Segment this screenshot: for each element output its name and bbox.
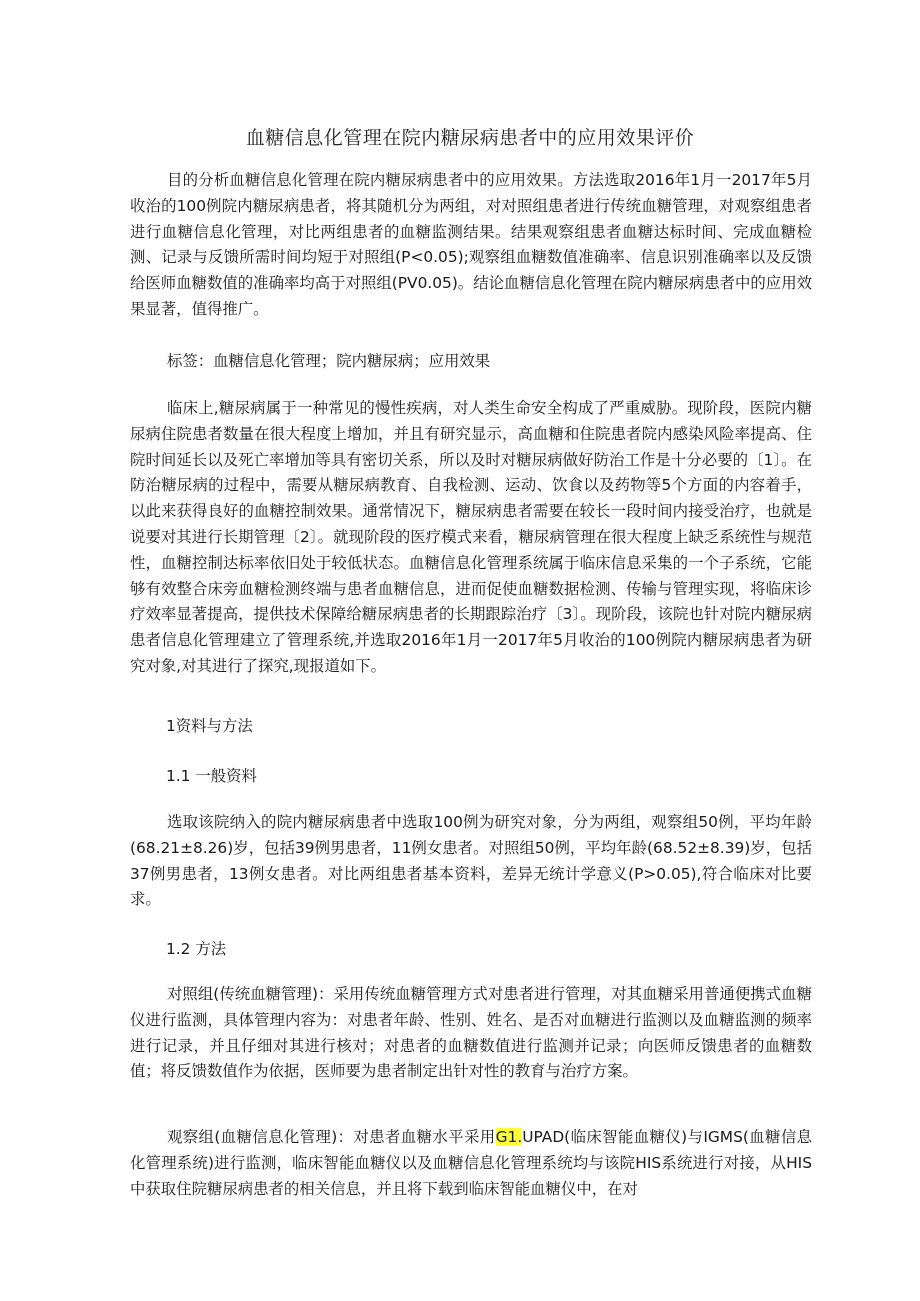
observation-text-end: UPAD(临床智能血糖仪)与IGMS(血糖信息化管理系统)进行监测，临床智能血糖仪以及血糖信息化管理系统均与该院HIS系统进行对接，从HIS中获取住院糖尿病患者的相关信息，并且将下载到临床智能血糖仪中，在对	[130, 1128, 813, 1198]
section-heading-1: 1资料与方法	[166, 717, 253, 735]
document-title: 血糖信息化管理在院内糖尿病患者中的应用效果评价	[245, 127, 695, 149]
general-info-paragraph: 选取该院纳入的院内糖尿病患者中选取100例为研究对象，分为两组，观察组50例，平均年龄(68.21±8.26)岁，包括39例男患者，11例女患者。对照组50例，平均年龄(68.52±8.39)岁，包括37例男患者，13例女患者。对比两组患者基本资料，差异无统计学意义(P>0.05),符合临床对比要求。	[130, 813, 812, 909]
intro-paragraph: 临床上,糖尿病属于一种常见的慢性疾病，对人类生命安全构成了严重威胁。现阶段，医院内糖尿病住院患者数量在很大程度上增加，并且有研究显示，高血糖和住院患者院内感染风险率提高、住院时间延长以及死亡率增加等具有密切关系，所以及时对糖尿病做好防治工作是十分必要的〔1〕。在防治糖尿病的过程中，需要从糖尿病教育、自我检测、运动、饮食以及药物等5个方面的内容着手，以此来获得良好的血糖控制效果。通常情况下，糖尿病患者需要在较长一段时间内接受治疗，也就是说要对其进行长期管理〔2〕。就现阶段的医疗模式来看，糖尿病管理在很大程度上缺乏系统性与规范性，血糖控制达标率依旧处于较低状态。血糖信息化管理系统属于临床信息采集的一个子系统，它能够有效整合床旁血糖检测终端与患者血糖信息，进而促使血糖数据检测、传输与管理实现，将临床诊疗效率显著提高，提供技术保障给糖尿病患者的长期跟踪治疗〔3〕。现阶段，该院也针对院内糖尿病患者信息化管理建立了管理系统,并选取2016年1月一2017年5月收治的100例院内糖尿病患者为研究对象,对其进行了探究,现报道如下。	[130, 399, 812, 675]
observation-group-paragraph	[130, 1125, 812, 1202]
abstract-paragraph: 目的分析血糖信息化管理在院内糖尿病患者中的应用效果。方法选取2016年1月一2017年5月收治的100例院内糖尿病患者，将其随机分为两组，对对照组患者进行传统血糖管理，对观察组患者进行血糖信息化管理，对比两组患者的血糖监测结果。结果观察组患者血糖达标时间、完成血糖检测、记录与反馈所需时间均短于对照组(P<0.05);观察组血糖数值准确率、信息识别准确率以及反馈给医师血糖数值的准确率均高于对照组(PV0.05)。结论血糖信息化管理在院内糖尿病患者中的应用效果显著，值得推广。	[130, 171, 812, 318]
highlighted-text: G1.	[495, 1128, 523, 1146]
control-group-paragraph: 对照组(传统血糖管理)：采用传统血糖管理方式对患者进行管理，对其血糖采用普通便携式血糖仪进行监测，具体管理内容为：对患者年龄、性别、姓名、是否对血糖进行监测以及血糖监测的频率进行记录，并且仔细对其进行核对；对患者的血糖数值进行监测并记录；向医师反馈患者的血糖数值；将反馈数值作为依据，医师要为患者制定出针对性的教育与治疗方案。	[130, 985, 812, 1081]
section-heading-1-2: 1.2 方法	[166, 940, 227, 958]
keywords-line: 标签：血糖信息化管理；院内糖尿病；应用效果	[166, 352, 491, 370]
section-heading-1-1: 1.1 一般资料	[166, 767, 257, 785]
observation-text-start: 观察组(血糖信息化管理)：对患者血糖水平采用	[166, 1128, 496, 1146]
